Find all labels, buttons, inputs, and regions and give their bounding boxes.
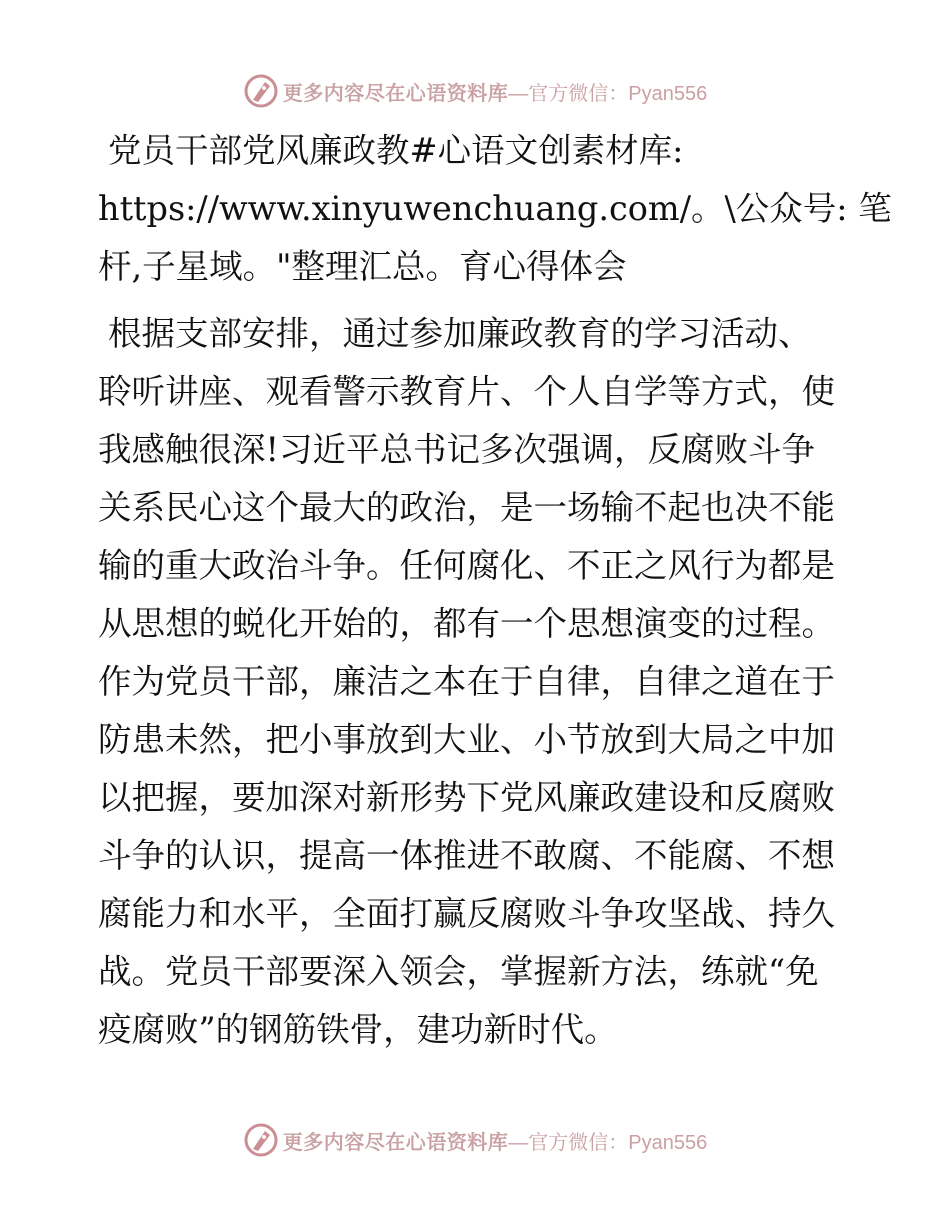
body-line: 以把握，要加深对新形势下党风廉政建设和反腐败 [98, 778, 835, 817]
footer-watermark [0, 1120, 950, 1160]
body-line: 腐能力和水平，全面打赢反腐败斗争攻坚战、持久 [98, 894, 835, 933]
body-line: 根据支部安排，通过参加廉政教育的学习活动、 [108, 314, 812, 353]
body-line: 疫腐败”的钢筋铁骨，建功新时代。 [98, 1010, 618, 1049]
body-line: 从思想的蜕化开始的，都有一个思想演变的过程。 [98, 604, 835, 643]
title-line: 党员干部党风廉政教#心语文创素材库: [108, 131, 684, 170]
watermark-site-text: 更多内容尽在心语资料库 [282, 1129, 509, 1154]
watermark-wechat-text: —官方微信：Pyan556 [508, 82, 708, 105]
document-title [98, 122, 892, 296]
title-line: 杆,子星域。"整理汇总。育心得体会 [98, 247, 627, 286]
body-line: 作为党员干部，廉洁之本在于自律，自律之道在于 [98, 662, 835, 701]
watermark-site-text: 更多内容尽在心语资料库 [282, 80, 509, 105]
watermark-wechat-text: —官方微信：Pyan556 [508, 1131, 708, 1154]
body-line: 斗争的认识，提高一体推进不敢腐、不能腐、不想 [98, 836, 835, 875]
document-content [98, 122, 892, 1059]
body-paragraph [98, 305, 858, 1059]
body-line: 防患未然，把小事放到大业、小节放到大局之中加 [98, 720, 835, 759]
body-line: 关系民心这个最大的政治，是一场输不起也决不能 [98, 488, 835, 527]
header-watermark [0, 71, 950, 111]
body-line: 我感触很深!习近平总书记多次强调，反腐败斗争 [98, 430, 815, 469]
title-line: https://www.xinyuwenchuang.com/。\公众号: 笔 [98, 189, 892, 228]
body-line: 输的重大政治斗争。任何腐化、不正之风行为都是 [98, 546, 835, 585]
body-line: 聆听讲座、观看警示教育片、个人自学等方式，使 [98, 372, 835, 411]
pen-nib-logo-icon [243, 73, 279, 109]
pen-nib-logo-icon [243, 1122, 279, 1158]
body-line: 战。党员干部要深入领会，掌握新方法，练就“免 [98, 952, 819, 991]
